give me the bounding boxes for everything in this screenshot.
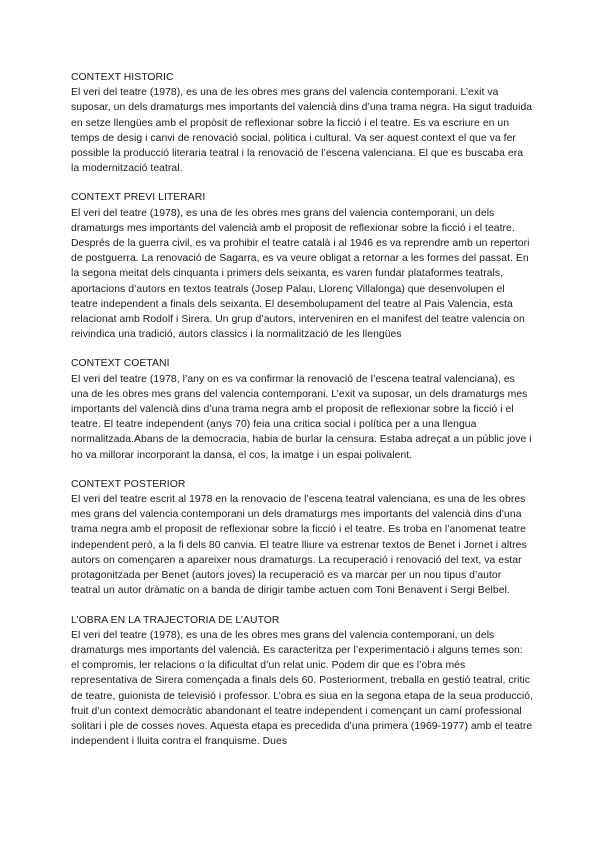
document-page <box>71 70 533 763</box>
section-heading: CONTEXT PREVI LITERARI <box>71 192 206 204</box>
section-context-posterior <box>71 477 533 599</box>
section-heading: CONTEXT HISTORIC <box>71 72 174 83</box>
section-heading: CONTEXT POSTERIOR <box>71 478 186 490</box>
section-obra-trajectoria-autor <box>71 613 533 750</box>
section-context-historic <box>71 70 533 176</box>
section-context-previ-literari <box>71 190 533 342</box>
section-paragraph: El veri del teatre (1978), es una de les obres mes grans del valencia contemporani, un dels dramaturgs mes importants del valencià amb el proposit de reflexionar sobre la ficció i el teatre. Després de la guerra civil, es va prohibir el teatre català i al 1946 es va reprendre amb un repertori de postguerra. La renovació de Sagarra, es va veure obligat a retornar a les formes del passat. En la segona meitat dels cinquanta i primers dels seixanta, es varen fundar plataformes teatrals, aportacions d’autors en textos teatrals (Josep Palau, Llorenç Villalonga) que desenvolupen el teatre independent a finals dels seixanta. El desembolupament del teatre al Pais Valencia, esta relacionat amb Rodolf i Sirera. Un grup d’autors, interveniren en el manifest del teatre valencia on reivindica una tradició, autors classics i la normalització de les llengües <box>71 207 530 341</box>
section-paragraph: El veri del teatre (1978), es una de les obres mes grans del valencia contemporani. L’exit va suposar, un dels dramaturgs mes importants del valencià dins d’una trama negra. Ha sigut traduida en setze llengües amb el propòsit de reflexionar sobre la ficció i el teatre. Es va escriure en un temps de desig i canvi de renovació social, politica i cultural. Va ser aquest context el que va fer possible la producció literaria teatral i la renovació de l’escena valenciana. El que es buscaba era la modernització teatral. <box>71 87 533 175</box>
section-paragraph: El veri del teatre (1978, l’any on es va confirmar la renovació de l’escena teatral valenciana), es una de les obres mes grans del valencia contemporani. L’exit va suposar, un dels dramaturgs mes importants del valencià dins d’una trama negra amb el proposit de reflexionar sobre la ficció i el teatre. El teatre independent (anys 70) feia una critica social i política per a una llengua normalitzada.Abans de la democracia, habia de burlar la censura. Estaba adreçat a un públic jove i ho va millorar incorporant la dansa, el cos, la imatge i un espai polivalent. <box>71 373 532 461</box>
section-heading: L’OBRA EN LA TRAJECTORIA DE L’AUTOR <box>71 614 280 626</box>
section-paragraph: El veri del teatre (1978), es una de les obres mes grans del valencia contemporani, un dels dramaturgs mes importants del valencià. Es caracteritza per l’experimentació i alguns temes son: el compromis, ler relacions o la dificultat d’un relat unic. Podem dir que es l’obra més representativa de Sirera començada a finals dels 60. Posteriorment, treballa en gestió teatral, critic de teatre, guionista de televisió i professor. L’obra es siua en la segona etapa de la seua producció, fruit d’un context democràtic abandonant el teatre independent i començant un camí professional solitari i ple de cosses noves. Aquesta etapa es precedida d’una primera (1969-1977) amb el teatre independent i lluita contra el franquisme. Dues <box>71 629 534 748</box>
section-heading: CONTEXT COETANI <box>71 358 170 370</box>
section-paragraph: El veri del teatre escrit al 1978 en la renovacio de l’escena teatral valenciana, es una de les obres mes grans del valencia contemporani un dels dramaturgs mes importants del valencià dins d’una trama negra amb el proposit de reflexionar sobre la ficció i el teatre. Es troba en l’anomenat teatre independent però, a la fi dels 80 canvia. El teatre lliure va estrenar textos de Benet i Jornet i altres autors on començaren a apareixer nous dramaturgs. La recuperació i renovació del text, va estar protagonitzada per Benet (autors joves) la recuperació es va marcar per un nou tipus d’autor teatral un autor dràmatic on a banda de dirigir tambe actuen com Toni Benavent i Sergi Belbel. <box>71 494 527 597</box>
section-context-coetani <box>71 356 533 462</box>
